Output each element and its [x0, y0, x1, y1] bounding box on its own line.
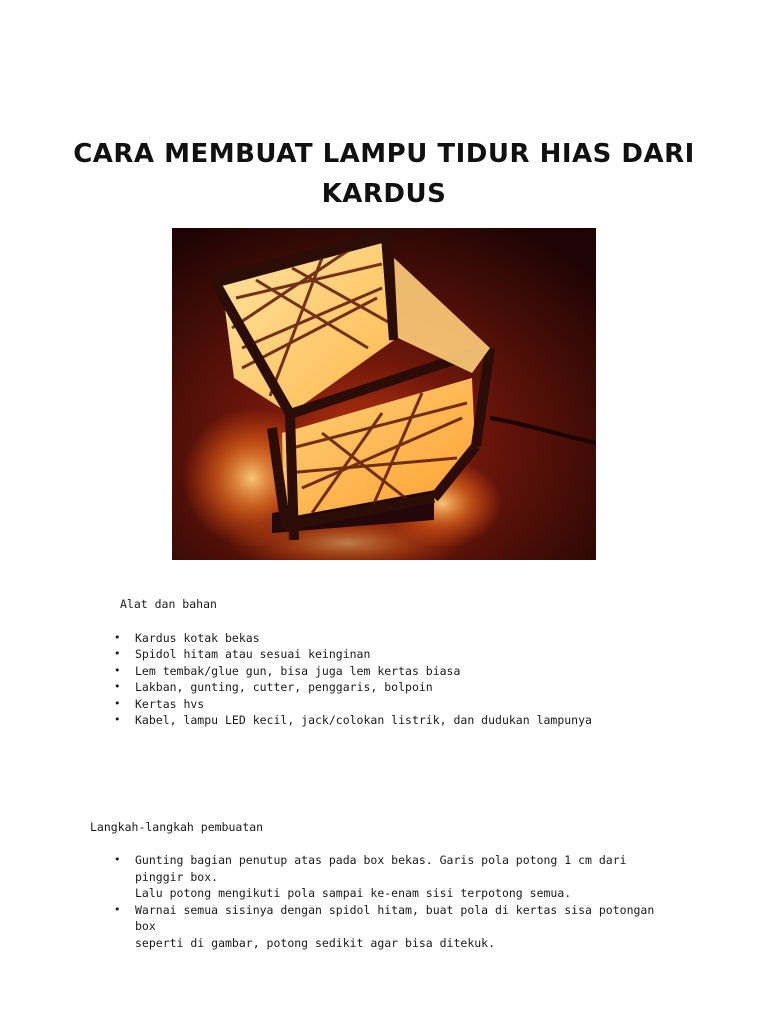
steps-section-label: Langkah-langkah pembuatan [90, 820, 264, 834]
bullet-icon: • [114, 680, 121, 694]
tools-section-label: Alat dan bahan [120, 597, 217, 611]
steps-list [114, 852, 674, 952]
list-item [114, 852, 674, 902]
list-item-text: Kabel, lampu LED kecil, jack/colokan listrik, dan dudukan lampunya [135, 713, 592, 728]
list-item [114, 679, 674, 695]
step-line: Warnai semua sisinya dengan spidol hitam, buat pola di kertas sisa potongan box [135, 902, 655, 934]
list-item-text: Spidol hitam atau sesuai keinginan [135, 647, 371, 662]
step-line: Lalu potong mengikuti pola sampai ke-enam sisi terpotong semua. [135, 886, 572, 901]
lamp-photo [172, 228, 596, 560]
bullet-icon: • [114, 631, 121, 644]
list-item [114, 696, 674, 712]
page-title: CARA MEMBUAT LAMPU TIDUR HIAS DARI KARDUS [73, 139, 695, 209]
list-item [114, 630, 674, 646]
list-item [114, 663, 674, 679]
list-item [114, 712, 674, 728]
tools-list [114, 630, 674, 728]
step-line: Gunting bagian penutup atas pada box bekas. Garis pola potong 1 cm dari pinggir box. [135, 853, 627, 884]
list-item-text: Lem tembak/glue gun, bisa juga lem kertas biasa [135, 663, 461, 678]
step-line: seperti di gambar, potong sedikit agar bisa ditekuk. [135, 935, 496, 950]
bullet-icon: • [114, 647, 121, 661]
bullet-icon: • [114, 696, 121, 710]
list-item [114, 902, 674, 952]
bullet-icon: • [114, 853, 121, 866]
list-item-text: Kertas hvs [135, 696, 205, 711]
bullet-icon: • [114, 713, 121, 727]
list-item-text: Lakban, gunting, cutter, penggaris, bolpoin [135, 680, 433, 695]
bullet-icon: • [114, 663, 121, 677]
bullet-icon: • [114, 902, 121, 916]
list-item-text: Kardus kotak bekas [135, 631, 260, 645]
list-item [114, 646, 674, 662]
